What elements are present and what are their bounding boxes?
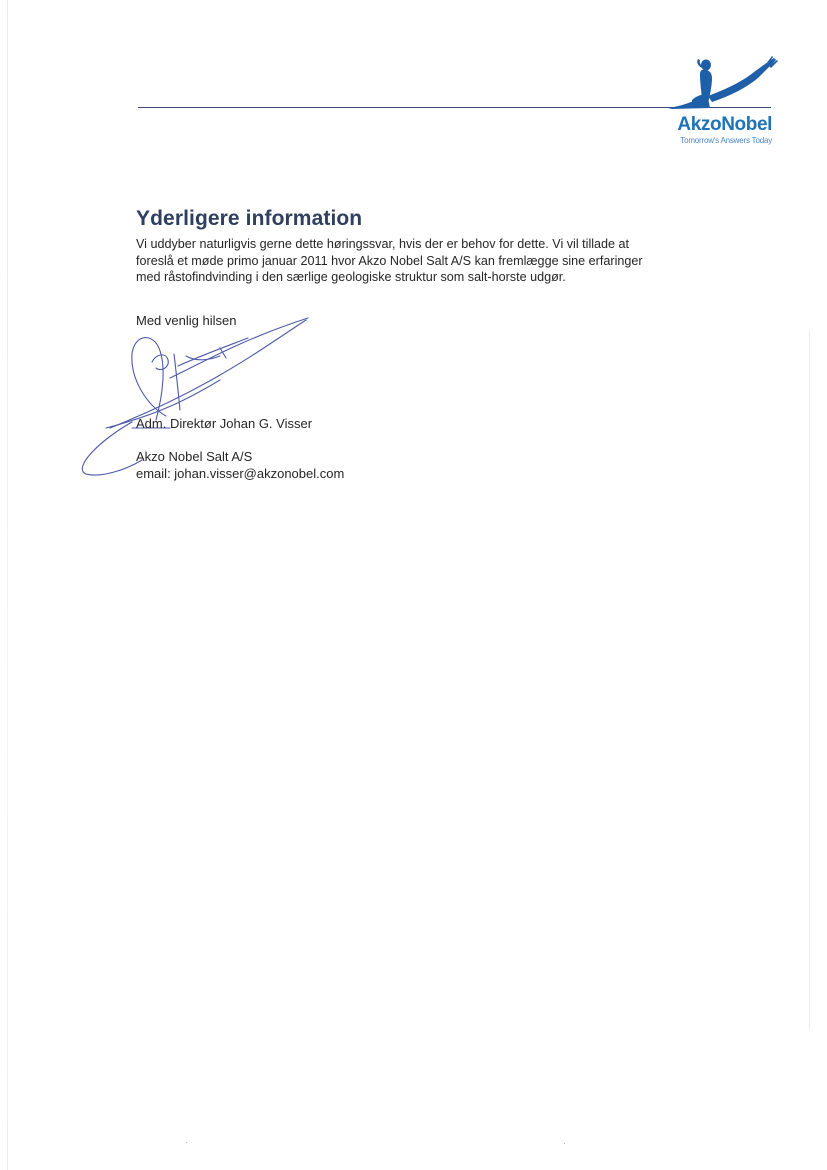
company-name: Akzo Nobel Salt A/S — [136, 449, 253, 464]
section-heading: Yderligere information — [136, 207, 363, 230]
paragraph-line: foreslå et møde primo januar 2011 hvor Akzo Nobel Salt A/S kan fremlægge sine erfaringer — [136, 253, 643, 268]
akzonobel-logo — [660, 56, 778, 148]
scan-speck — [564, 1143, 565, 1144]
closing-greeting: Med venlig hilsen — [136, 313, 237, 328]
signer-title: Adm. Direktør Johan G. Visser — [136, 416, 313, 431]
scan-edge-right — [809, 330, 810, 1030]
body-paragraph — [136, 236, 696, 286]
paragraph-line: med råstofindvinding i den særlige geologiske struktur som salt-horste udgør. — [136, 270, 566, 284]
paragraph-line: Vi uddyber naturligvis gerne dette høringssvar, hvis der er behov for dette. Vi vil tillade at — [136, 237, 630, 251]
scan-speck — [186, 1142, 187, 1143]
scan-edge-left — [7, 0, 8, 1170]
email-address: email: johan.visser@akzonobel.com — [136, 466, 345, 481]
akzonobel-tagline: Tomorrow's Answers Today — [680, 136, 772, 145]
akzonobel-wordmark: AkzoNobel — [677, 114, 772, 135]
akzonobel-figure-logo-icon — [662, 56, 778, 112]
